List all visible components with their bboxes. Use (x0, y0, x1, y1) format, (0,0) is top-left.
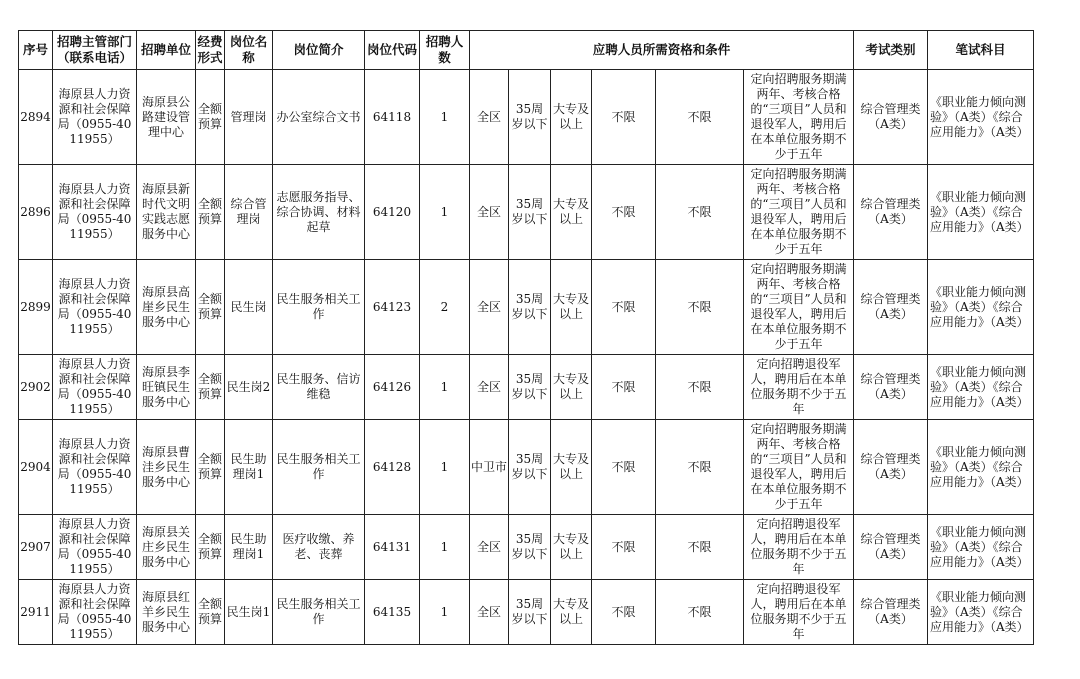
cell-conditions: 定向招聘服务期满两年、考核合格的“三项目”人员和退役军人，聘用后在本单位服务期不少于五年 (744, 70, 854, 165)
cell-region: 中卫市 (470, 420, 509, 515)
header-description: 岗位简介 (273, 31, 365, 70)
cell-code: 64120 (365, 165, 420, 260)
cell-unit: 海原县高崖乡民生服务中心 (137, 260, 196, 355)
cell-fund: 全额预算 (196, 420, 225, 515)
cell-dept: 海原县人力资源和社会保障局（0955-4011955） (53, 515, 137, 580)
cell-conditions: 定向招聘服务期满两年、考核合格的“三项目”人员和退役军人，聘用后在本单位服务期不少于五年 (744, 420, 854, 515)
cell-number: 1 (420, 165, 470, 260)
cell-exam-type: 综合管理类（A类） (854, 580, 928, 645)
cell-description: 民生服务相关工作 (273, 420, 365, 515)
cell-number: 1 (420, 515, 470, 580)
cell-position: 管理岗 (225, 70, 273, 165)
cell-subjects: 《职业能力倾向测验》（A类）《综合应用能力》（A类） (928, 260, 1034, 355)
cell-conditions: 定向招聘退役军人，聘用后在本单位服务期不少于五年 (744, 515, 854, 580)
cell-unit: 海原县李旺镇民生服务中心 (137, 355, 196, 420)
recruitment-table (18, 30, 1034, 645)
cell-region: 全区 (470, 165, 509, 260)
header-code: 岗位代码 (365, 31, 420, 70)
cell-conditions: 定向招聘退役军人，聘用后在本单位服务期不少于五年 (744, 580, 854, 645)
recruitment-table-sheet (18, 30, 1034, 645)
header-position: 岗位名称 (225, 31, 273, 70)
header-dept: 招聘主管部门（联系电话） (53, 31, 137, 70)
cell-education: 大专及以上 (551, 70, 592, 165)
cell-fund: 全额预算 (196, 515, 225, 580)
cell-conditions: 定向招聘服务期满两年、考核合格的“三项目”人员和退役军人，聘用后在本单位服务期不少于五年 (744, 165, 854, 260)
table-body (19, 70, 1034, 645)
cell-major: 不限 (592, 420, 656, 515)
cell-major: 不限 (592, 165, 656, 260)
cell-unit: 海原县新时代文明实践志愿服务中心 (137, 165, 196, 260)
cell-code: 64126 (365, 355, 420, 420)
cell-other: 不限 (656, 515, 744, 580)
cell-major: 不限 (592, 260, 656, 355)
cell-dept: 海原县人力资源和社会保障局（0955-4011955） (53, 580, 137, 645)
table-row (19, 580, 1034, 645)
cell-description: 民生服务相关工作 (273, 260, 365, 355)
cell-age: 35周岁以下 (509, 580, 551, 645)
header-seq: 序号 (19, 31, 53, 70)
cell-unit: 海原县曹洼乡民生服务中心 (137, 420, 196, 515)
cell-dept: 海原县人力资源和社会保障局（0955-4011955） (53, 165, 137, 260)
cell-major: 不限 (592, 70, 656, 165)
cell-exam-type: 综合管理类（A类） (854, 165, 928, 260)
cell-number: 1 (420, 70, 470, 165)
cell-region: 全区 (470, 70, 509, 165)
table-row (19, 515, 1034, 580)
cell-position: 民生助理岗1 (225, 420, 273, 515)
cell-fund: 全额预算 (196, 260, 225, 355)
cell-dept: 海原县人力资源和社会保障局（0955-4011955） (53, 355, 137, 420)
cell-major: 不限 (592, 515, 656, 580)
table-row (19, 165, 1034, 260)
cell-dept: 海原县人力资源和社会保障局（0955-4011955） (53, 70, 137, 165)
cell-subjects: 《职业能力倾向测验》（A类）《综合应用能力》（A类） (928, 70, 1034, 165)
cell-description: 志愿服务指导、综合协调、材料起草 (273, 165, 365, 260)
cell-conditions: 定向招聘退役军人，聘用后在本单位服务期不少于五年 (744, 355, 854, 420)
cell-age: 35周岁以下 (509, 355, 551, 420)
cell-number: 1 (420, 420, 470, 515)
cell-seq: 2896 (19, 165, 53, 260)
cell-seq: 2902 (19, 355, 53, 420)
cell-subjects: 《职业能力倾向测验》（A类）《综合应用能力》（A类） (928, 420, 1034, 515)
cell-seq: 2911 (19, 580, 53, 645)
cell-subjects: 《职业能力倾向测验》（A类）《综合应用能力》（A类） (928, 515, 1034, 580)
cell-subjects: 《职业能力倾向测验》（A类）《综合应用能力》（A类） (928, 580, 1034, 645)
cell-seq: 2907 (19, 515, 53, 580)
cell-position: 民生岗1 (225, 580, 273, 645)
cell-fund: 全额预算 (196, 580, 225, 645)
cell-dept: 海原县人力资源和社会保障局（0955-4011955） (53, 260, 137, 355)
cell-education: 大专及以上 (551, 165, 592, 260)
table-row (19, 355, 1034, 420)
cell-other: 不限 (656, 355, 744, 420)
cell-exam-type: 综合管理类（A类） (854, 260, 928, 355)
cell-code: 64118 (365, 70, 420, 165)
cell-subjects: 《职业能力倾向测验》（A类）《综合应用能力》（A类） (928, 355, 1034, 420)
cell-exam-type: 综合管理类（A类） (854, 355, 928, 420)
table-row (19, 420, 1034, 515)
cell-education: 大专及以上 (551, 420, 592, 515)
cell-unit: 海原县红羊乡民生服务中心 (137, 580, 196, 645)
cell-position: 民生助理岗1 (225, 515, 273, 580)
header-exam-type: 考试类别 (854, 31, 928, 70)
table-row (19, 260, 1034, 355)
cell-region: 全区 (470, 260, 509, 355)
cell-seq: 2899 (19, 260, 53, 355)
cell-number: 1 (420, 355, 470, 420)
cell-major: 不限 (592, 355, 656, 420)
cell-description: 办公室综合文书 (273, 70, 365, 165)
cell-fund: 全额预算 (196, 165, 225, 260)
cell-code: 64123 (365, 260, 420, 355)
cell-education: 大专及以上 (551, 355, 592, 420)
cell-age: 35周岁以下 (509, 515, 551, 580)
table-row (19, 70, 1034, 165)
header-unit: 招聘单位 (137, 31, 196, 70)
cell-other: 不限 (656, 165, 744, 260)
cell-exam-type: 综合管理类（A类） (854, 515, 928, 580)
cell-position: 民生岗 (225, 260, 273, 355)
cell-position: 综合管理岗 (225, 165, 273, 260)
cell-age: 35周岁以下 (509, 70, 551, 165)
cell-region: 全区 (470, 580, 509, 645)
cell-major: 不限 (592, 580, 656, 645)
header-subjects: 笔试科目 (928, 31, 1034, 70)
cell-seq: 2904 (19, 420, 53, 515)
cell-description: 民生服务相关工作 (273, 580, 365, 645)
cell-fund: 全额预算 (196, 355, 225, 420)
cell-description: 民生服务、信访维稳 (273, 355, 365, 420)
header-fund: 经费形式 (196, 31, 225, 70)
cell-region: 全区 (470, 515, 509, 580)
cell-education: 大专及以上 (551, 260, 592, 355)
cell-other: 不限 (656, 70, 744, 165)
cell-dept: 海原县人力资源和社会保障局（0955-4011955） (53, 420, 137, 515)
cell-age: 35周岁以下 (509, 420, 551, 515)
cell-number: 2 (420, 260, 470, 355)
cell-number: 1 (420, 580, 470, 645)
cell-code: 64131 (365, 515, 420, 580)
cell-code: 64135 (365, 580, 420, 645)
cell-age: 35周岁以下 (509, 260, 551, 355)
cell-education: 大专及以上 (551, 580, 592, 645)
cell-unit: 海原县公路建设管理中心 (137, 70, 196, 165)
cell-position: 民生岗2 (225, 355, 273, 420)
cell-education: 大专及以上 (551, 515, 592, 580)
cell-fund: 全额预算 (196, 70, 225, 165)
cell-other: 不限 (656, 420, 744, 515)
cell-other: 不限 (656, 260, 744, 355)
cell-region: 全区 (470, 355, 509, 420)
cell-conditions: 定向招聘服务期满两年、考核合格的“三项目”人员和退役军人，聘用后在本单位服务期不少于五年 (744, 260, 854, 355)
cell-description: 医疗收缴、养老、丧葬 (273, 515, 365, 580)
header-number: 招聘人数 (420, 31, 470, 70)
cell-exam-type: 综合管理类（A类） (854, 420, 928, 515)
cell-other: 不限 (656, 580, 744, 645)
header-requirements: 应聘人员所需资格和条件 (470, 31, 854, 70)
cell-code: 64128 (365, 420, 420, 515)
cell-exam-type: 综合管理类（A类） (854, 70, 928, 165)
cell-seq: 2894 (19, 70, 53, 165)
cell-age: 35周岁以下 (509, 165, 551, 260)
table-header-row (19, 31, 1034, 70)
cell-unit: 海原县关庄乡民生服务中心 (137, 515, 196, 580)
cell-subjects: 《职业能力倾向测验》（A类）《综合应用能力》（A类） (928, 165, 1034, 260)
